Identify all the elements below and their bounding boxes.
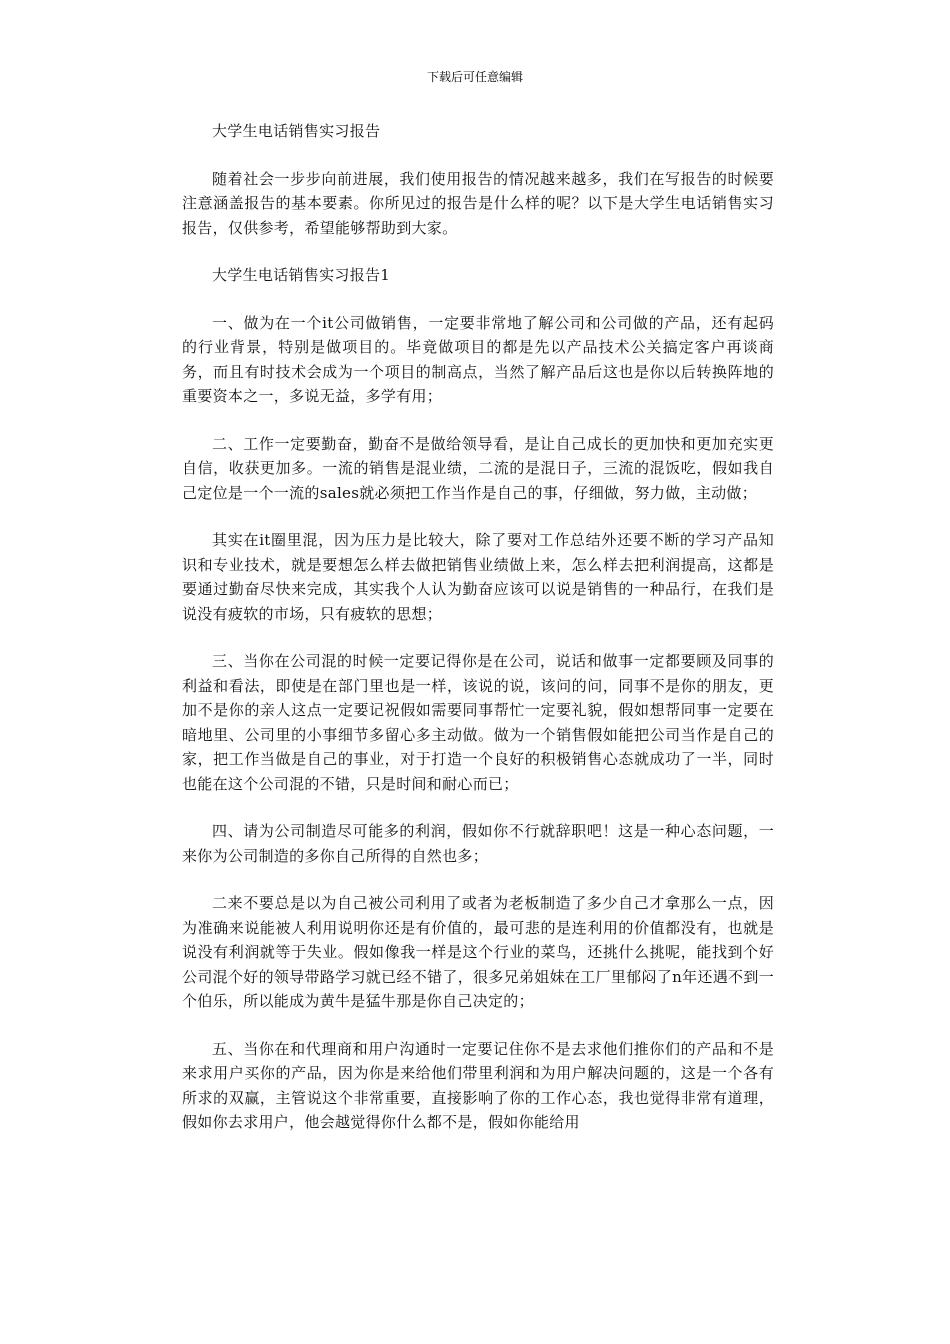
document-body xyxy=(182,119,774,1158)
paragraph: 四、请为公司制造尽可能多的利润，假如你不行就辞职吧！这是一种心态问题，一来你为公司制造的多你自己所得的自然也多； xyxy=(182,822,774,865)
header-note: 下载后可任意编辑 xyxy=(426,70,523,84)
paragraph: 一、做为在一个it公司做销售，一定要非常地了解公司和公司做的产品，还有起码的行业背景，特别是做项目的。毕竟做项目的都是先以产品技术公关搞定客户再谈商务，而且有时技术会成为一个项目的制高点，当然了解产品后这也是你以后转换阵地的重要资本之一，多说无益，多学有用； xyxy=(182,313,774,405)
paragraph: 三、当你在公司混的时候一定要记得你是在公司，说话和做事一定都要顾及同事的利益和看法，即使是在部门里也是一样，该说的说，该问的问，同事不是你的朋友，更加不是你的亲人这点一定要记祝假如需要同事帮忙一定要礼貌，假如想帮同事一定要在暗地里、公司里的小事细节多留心多主动做。做为一个销售假如能把公司当作是自己的家，把工作当做是自己的事业，对于打造一个良好的积极销售心态就成功了一半，同时也能在这个公司混的不错，只是时间和耐心而已； xyxy=(182,652,774,793)
paragraph: 二来不要总是以为自己被公司利用了或者为老板制造了多少自己才拿那么一点，因为准确来说能被人利用说明你还是有价值的，最可悲的是连利用的价值都没有，也就是说没有利润就等于失业。假如像我一样是这个行业的菜鸟，还挑什么挑呢，能找到个好公司混个好的领导带路学习就已经不错了，很多兄弟姐妹在工厂里郁闷了n年还遇不到一个伯乐，所以能成为黄牛是猛牛那是你自己决定的； xyxy=(182,894,774,1010)
paragraph-intro: 随着社会一步步向前进展，我们使用报告的情况越来越多，我们在写报告的时候要注意涵盖报告的基本要素。你所见过的报告是什么样的呢？以下是大学生电话销售实习报告，仅供参考，希望能够帮助到大家。 xyxy=(182,169,774,237)
section-heading: 大学生电话销售实习报告1 xyxy=(212,266,391,284)
paragraph: 二、工作一定要勤奋，勤奋不是做给领导看，是让自己成长的更加快和更加充实更自信，收获更加多。一流的销售是混业绩，二流的是混日子，三流的混饭吃，假如我自己定位是一个一流的sales就必须把工作当作是自己的事，仔细做，努力做，主动做； xyxy=(182,434,774,502)
document-title: 大学生电话销售实习报告 xyxy=(212,122,381,140)
paragraph: 其实在it圈里混，因为压力是比较大，除了要对工作总结外还要不断的学习产品知识和专业技术，就是要想怎么样去做把销售业绩做上来，怎么样去把利润提高，这都是要通过勤奋尽快来完成，其实我个人认为勤奋应该可以说是销售的一种品行，在我们是说没有疲软的市场，只有疲软的思想； xyxy=(182,531,774,623)
paragraph: 五、当你在和代理商和用户沟通时一定要记住你不是去求他们推你们的产品和不是来求用户买你的产品，因为你是来给他们带里利润和为用户解决问题的，这是一个各有所求的双赢，主管说这个非常重要，直接影响了你的工作心态，我也觉得非常有道理，假如你去求用户，他会越觉得你什么都不是，假如你能给用 xyxy=(182,1039,774,1131)
